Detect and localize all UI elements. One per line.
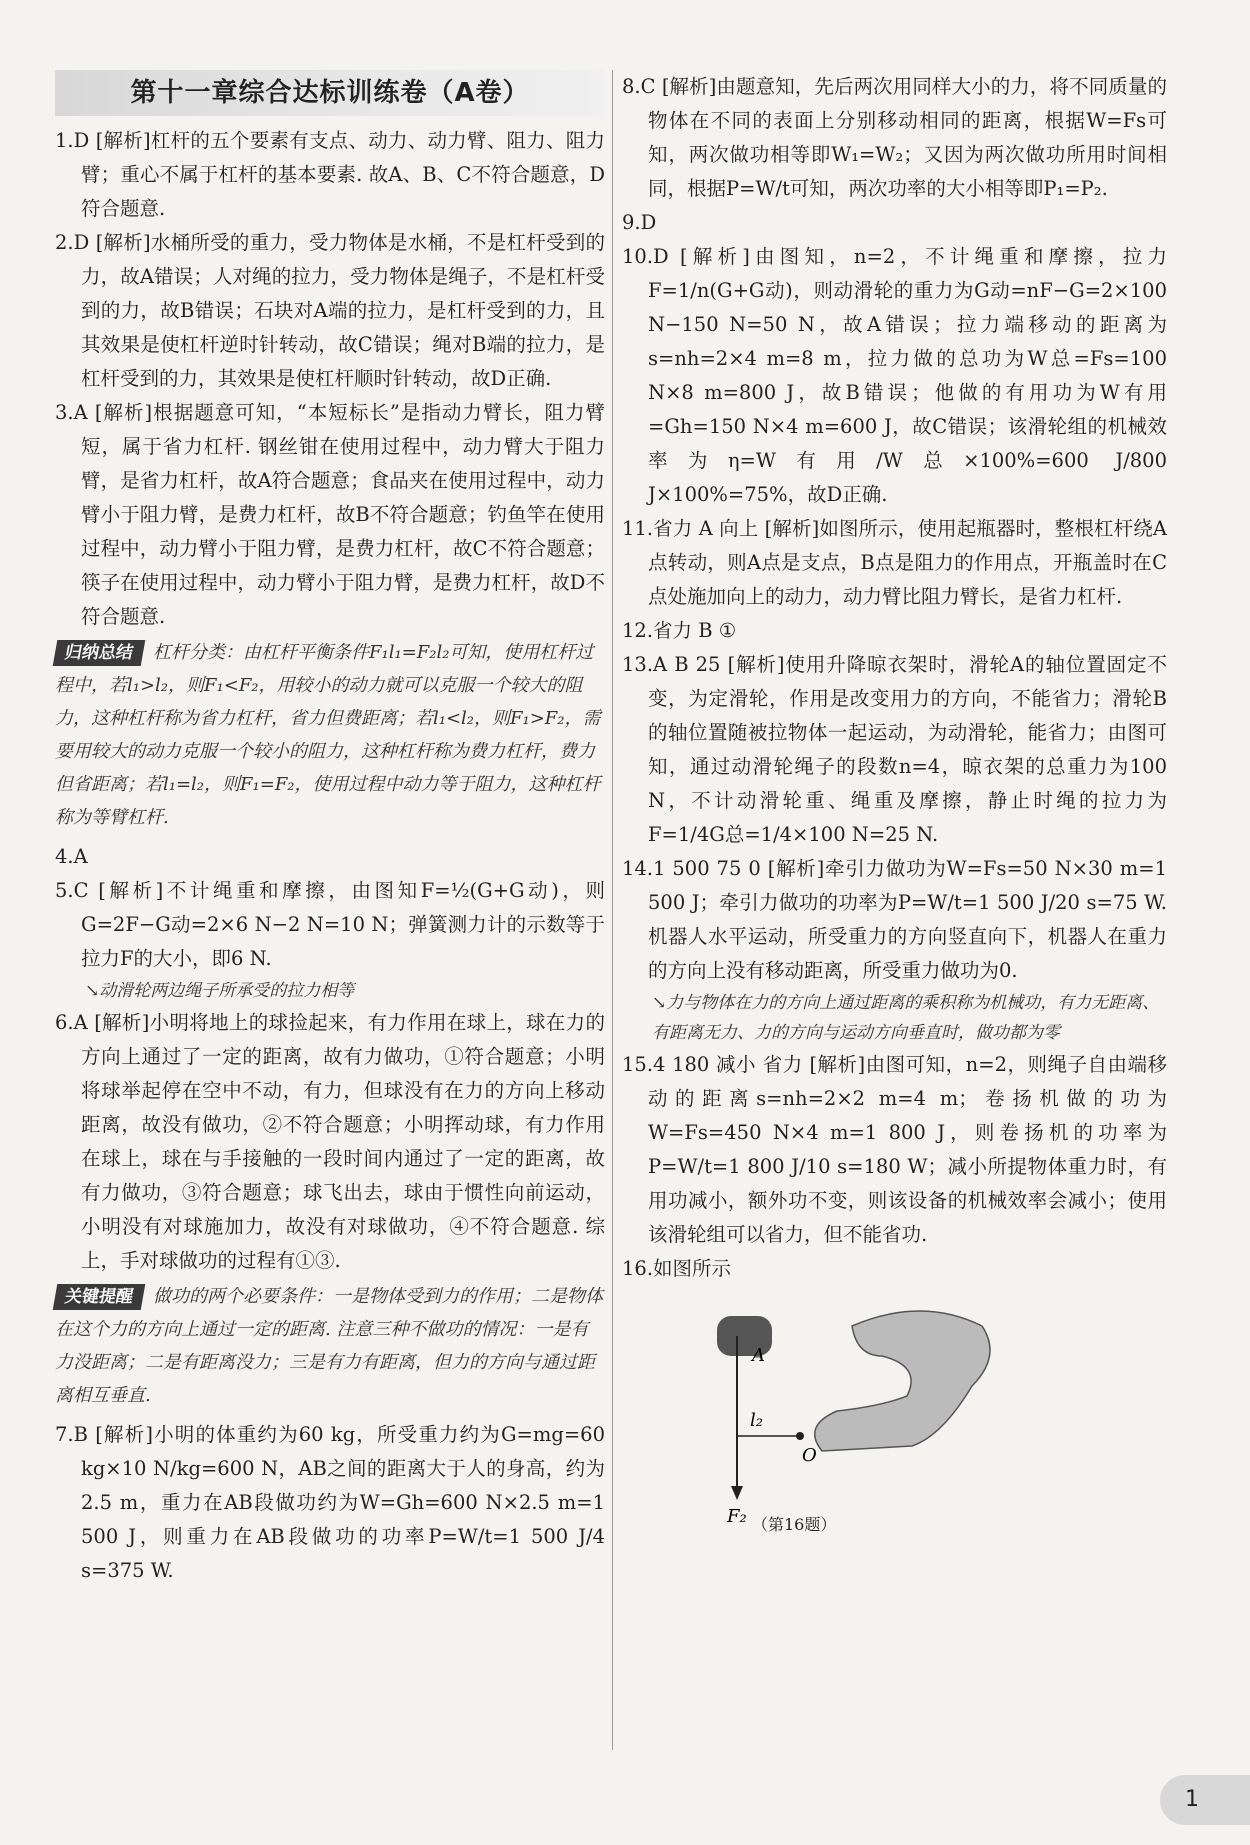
label-f2: F₂ <box>727 1506 747 1526</box>
summary-note <box>55 636 605 834</box>
summary-text: 杠杆分类：由杠杆平衡条件F₁l₁=F₂l₂可知，使用杠杆过程中，若l₁>l₂，则F₁<F₂，用较小的动力就可以克服一个较大的阻力，这种杠杆称为省力杠杆，省力但费距离；若l₁<l₂，则F₁>F₂，需要用较大的动力克服一个较小的阻力，这种杠杆称为费力杠杆，费力但省距离；若l₁=l₂，则F₁=F₂，使用过程中动力等于阻力，这种杠杆称为等臂杠杆. <box>55 642 601 828</box>
answer-item: 2.D [解析]水桶所受的重力，受力物体是水桶，不是杠杆受到的力，故A错误；人对绳的拉力，受力物体是绳子，不是杠杆受到的力，故B错误；石块对A端的拉力，是杠杆受到的力，且其效果是使杠杆逆时针转动，故C错误；绳对B端的拉力，是杠杆受到的力，其效果是使杠杆顺时针转动，故D正确. <box>55 231 605 390</box>
right-column <box>622 70 1167 1546</box>
answer-item: 9.D <box>622 211 657 234</box>
key-badge: 关键提醒 <box>53 1284 146 1310</box>
figure-16 <box>622 1286 1167 1546</box>
arm-lever-diagram <box>622 1286 1167 1526</box>
answer-item: 6.A [解析]小明将地上的球捡起来，有力作用在球上，球在力的方向上通过了一定的距离，故有力做功，①符合题意；小明将球举起停在空中不动，有力，但球没有在力的方向上移动距离，故没有做功，②不符合题意；小明挥动球，有力作用在球上，球在与手接触的一段时间内通过了一定的距离，故有力做功，③符合题意；球飞出去，球由于惯性向前运动，小明没有对球施加力，故没有对球做功，④不符合题意. 综上，手对球做功的过程有①③. <box>55 1011 605 1272</box>
label-l2: l₂ <box>750 1410 763 1431</box>
figure-caption: （第16题） <box>752 1515 837 1534</box>
left-column <box>55 70 605 1588</box>
label-a: A <box>752 1345 765 1366</box>
column-divider <box>612 70 613 1750</box>
pivot-point <box>796 1432 804 1440</box>
answer-item: 10.D [解析]由图知，n=2，不计绳重和摩擦，拉力F=1/n(G+G动)，则动滑轮的重力为G动=nF−G=2×100 N−150 N=50 N，故A错误；拉力端移动的距离为s=nh=2×4 m=8 m，拉力做的总功为W总=Fs=100 N×8 m=800 J，故B错误；他做的有用功为W有用=Gh=150 N×4 m=600 J，故C错误；该滑轮组的机械效率为η=W有用/W总×100%=600 J/800 J×100%=75%，故D正确. <box>622 245 1167 506</box>
handwritten-note: ↘力与物体在力的方向上通过距离的乘积称为机械功，有力无距离、有距离无力、力的方向与运动方向垂直时，做功都为零 <box>652 993 1160 1043</box>
answer-item: 12.省力 B ① <box>622 619 737 642</box>
answer-item: 11.省力 A 向上 [解析]如图所示，使用起瓶器时，整根杠杆绕A点转动，则A点是支点，B点是阻力的作用点，开瓶盖时在C点处施加向上的动力，动力臂比阻力臂长，是省力杠杆. <box>622 517 1167 608</box>
answer-item: 13.A B 25 [解析]使用升降晾衣架时，滑轮A的轴位置固定不变，为定滑轮，作用是改变用力的方向，不能省力；滑轮B的轴位置随被拉物体一起运动，为动滑轮，能省力；由图可知，通过动滑轮绳子的段数n=4，晾衣架的总重力为100 N，不计动滑轮重、绳重及摩擦，静止时绳的拉力为F=1/4G总=1/4×100 N=25 N. <box>622 653 1167 846</box>
answer-item: 5.C [解析]不计绳重和摩擦，由图知F=½(G+G动)，则G=2F−G动=2×6 N−2 N=10 N；弹簧测力计的示数等于拉力F的大小，即6 N. <box>55 879 605 970</box>
answer-item: 4.A <box>55 845 88 868</box>
answer-item: 7.B [解析]小明的体重约为60 kg，所受重力约为G=mg=60 kg×10 N/kg=600 N，AB之间的距离大于人的身高，约为2.5 m，重力在AB段做功约为W=Gh=600 N×2.5 m=1 500 J，则重力在AB段做功的功率P=W/t=1 500 J/4 s=375 W. <box>55 1423 605 1582</box>
arm-shape <box>815 1311 990 1451</box>
page-title: 第十一章综合达标训练卷（A卷） <box>55 70 605 116</box>
force-arrow <box>731 1486 743 1500</box>
answer-item: 15.4 180 减小 省力 [解析]由图可知，n=2，则绳子自由端移动的距离s=nh=2×2 m=4 m；卷扬机做的功为W=Fs=450 N×4 m=1 800 J，则卷扬机的功率为P=W/t=1 800 J/10 s=180 W；减小所提物体重力时，有用功减小，额外功不变，则该设备的机械效率会减小；使用该滑轮组可以省力，但不能省功. <box>622 1053 1167 1246</box>
answer-item: 1.D [解析]杠杆的五个要素有支点、动力、动力臂、阻力、阻力臂；重心不属于杠杆的基本要素. 故A、B、C不符合题意，D符合题意. <box>55 129 605 220</box>
answer-item: 8.C [解析]由题意知，先后两次用同样大小的力，将不同质量的物体在不同的表面上分别移动相同的距离，根据W=Fs可知，两次做功相等即W₁=W₂；又因为两次做功所用时间相同，根据P=W/t可知，两次功率的大小相等即P₁=P₂. <box>622 75 1167 200</box>
label-o: O <box>802 1445 817 1466</box>
summary-badge: 归纳总结 <box>53 640 146 666</box>
answer-item: 14.1 500 75 0 [解析]牵引力做功为W=Fs=50 N×30 m=1 500 J；牵引力做功的功率为P=W/t=1 500 J/20 s=75 W. 机器人水平运动，所受重力的方向竖直向下，机器人在重力的方向上没有移动距离，所受重力做功为0. <box>622 857 1167 982</box>
answer-item: 16.如图所示 <box>622 1257 732 1280</box>
answer-item: 3.A [解析]根据题意可知，“本短标长”是指动力臂长，阻力臂短，属于省力杠杆. 钢丝钳在使用过程中，动力臂大于阻力臂，是省力杠杆，故A符合题意；食品夹在使用过程中，动力臂小于阻力臂，是费力杠杆，故B不符合题意；钓鱼竿在使用过程中，动力臂小于阻力臂，是费力杠杆，故C不符合题意；筷子在使用过程中，动力臂小于阻力臂，是费力杠杆，故D不符合题意. <box>55 401 605 628</box>
key-note <box>55 1280 605 1412</box>
key-text: 做功的两个必要条件：一是物体受到力的作用；二是物体在这个力的方向上通过一定的距离. 注意三种不做功的情况：一是有力没距离；二是有距离没力；三是有力有距离，但力的方向与通过距离相互垂直. <box>55 1286 603 1406</box>
page-number: 1 <box>1160 1775 1250 1825</box>
handwritten-note: ↘动滑轮两边绳子所承受的拉力相等 <box>85 981 355 1001</box>
